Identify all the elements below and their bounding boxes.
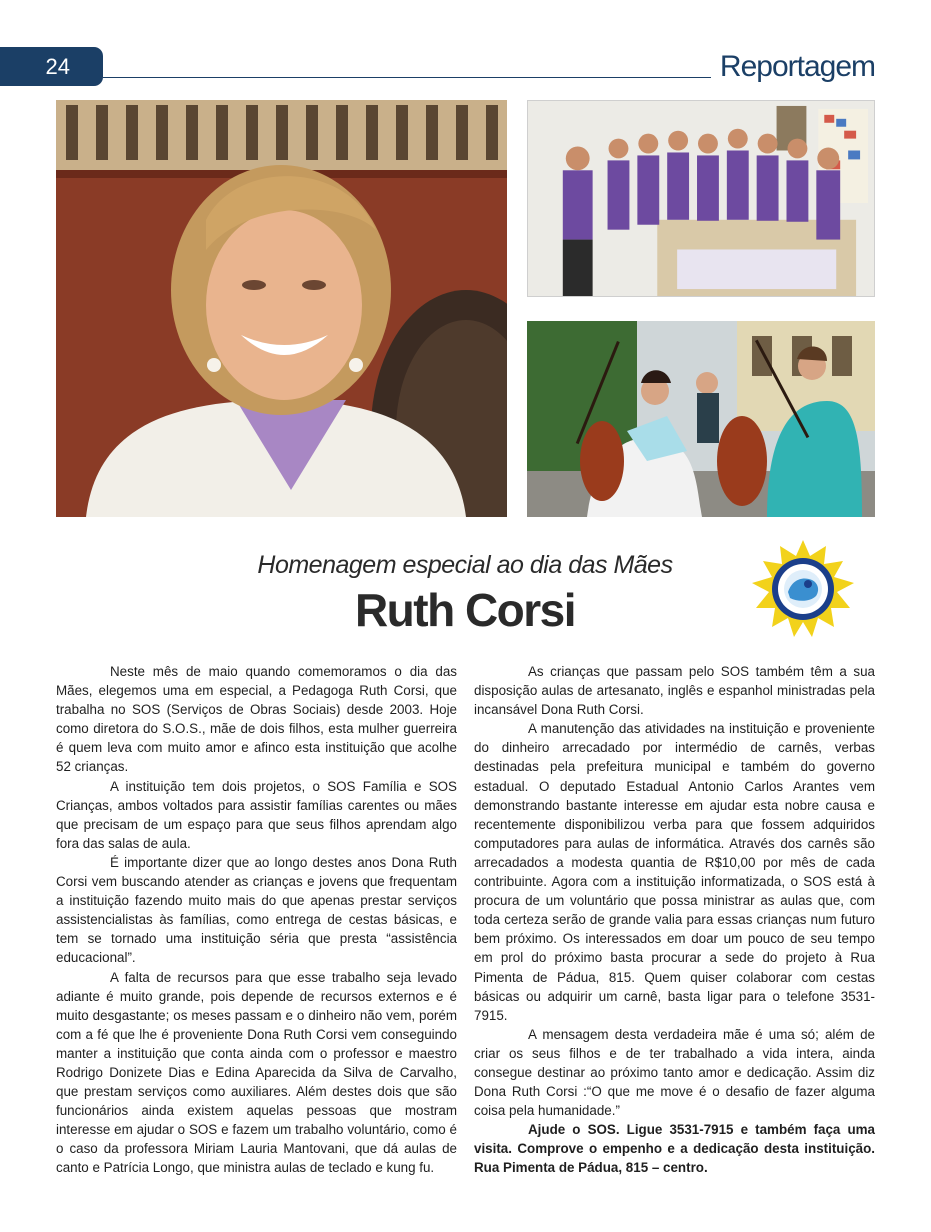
section-label: Reportagem bbox=[719, 50, 875, 83]
article-subtitle: Homenagem especial ao dia das Mães bbox=[257, 551, 673, 579]
article-column-left bbox=[56, 662, 457, 1178]
page-number: 24 bbox=[45, 54, 70, 79]
article-paragraph: A falta de recursos para que esse trabalho seja levado adiante é muito grande, pois depende de recursos externos e é muito desgastante; os meses passam e o dinheiro não vem, porém com a fé que lhe é proveniente Dona Ruth Corsi vem conseguindo manter a instituição que conta ainda com o professor e maestro Rodrigo Donizete Dias e Edina Aparecida da Silva de Carvalho, que prestam serviços como auxiliares. Além destes dois que são funcionários ainda existem aquelas pessoas que mostram interesse em ajudar o SOS e fazem um trabalho voluntário, como é o caso da professora Miriam Lauria Mantovani, que dá aulas de canto e Patrícia Longo, que ministra aulas de teclado e kung fu. bbox=[56, 969, 457, 1176]
photo-cellists-performance bbox=[527, 321, 875, 517]
article-paragraph: Neste mês de maio quando comemoramos o dia das Mães, elegemos uma em especial, a Pedagoga Ruth Corsi, que trabalha no SOS (Serviços de Obras Sociais) desde 2003. Hoje como diretora do S.O.S., mãe de dois filhos, esta mulher guerreira é quem leva com muito amor e afinco esta instituição que acolhe 52 crianças. bbox=[56, 664, 457, 775]
article-paragraph: A mensagem desta verdadeira mãe é uma só; além de criar os seus filhos e de ter trabalhado a vida intera, ainda consegue destinar ao próximo tanto amor e dedicação. Assim diz Dona Ruth Corsi :“O que me move é o desafio de fazer alguma coisa pela humanidade.” bbox=[474, 1026, 875, 1119]
article-paragraph: As crianças que passam pelo SOS também têm a sua disposição aulas de artesanato, inglês e espanhol ministradas pela incansável Dona Ruth Corsi. bbox=[474, 664, 875, 718]
page-number-tab bbox=[0, 47, 103, 86]
header-rule bbox=[103, 77, 711, 78]
article-paragraph: A manutenção das atividades na instituição e proveniente do dinheiro arrecadado por intermédio de carnês, verbas destinadas pela prefeitura municipal e também do governo estadual. O deputado Estadual Antonio Carlos Arantes vem demonstrando bastante interesse em ajudar esta nobre causa e recentemente disponibilizou verba para que fossem adquiridos computadores para aulas de informática. Através dos carnês são arrecadados a modesta quantia de R$10,00 por mês de cada contribuinte. Agora com a instituição informatizada, o SOS está à procura de um voluntário que possa ministrar as aulas que, com toda certeza serão de grande valia para essas crianças num futuro bem próximo. Os interessados em doar um pouco de seu tempo em prol do próximo basta procurar a sede do projeto à Rua Pimenta de Pádua, 815. Quem quiser colaborar com cestas básicas ou adquirir um carnê, basta ligar para o telefone 3531-7915. bbox=[474, 721, 875, 1023]
call-to-action: Ajude o SOS. Ligue 3531-7915 e também faça uma visita. Comprove o empenho e a dedicação desta instituição. Rua Pimenta de Pádua, 815 – centro. bbox=[474, 1122, 875, 1176]
article-column-right bbox=[474, 662, 875, 1178]
photo-ruth-corsi bbox=[56, 100, 507, 517]
article-title: Ruth Corsi bbox=[354, 584, 576, 636]
article-paragraph: A instituição tem dois projetos, o SOS Família e SOS Crianças, ambos voltados para assistir famílias carentes ou mães que precisam de um espaço para que seus filhos aprendam algo fora das salas de aula. bbox=[56, 778, 457, 851]
photo-children-classroom bbox=[527, 100, 875, 297]
article-paragraph: É importante dizer que ao longo destes anos Dona Ruth Corsi vem buscando atender as crianças e jovens que frequentam a instituição fazendo muito mais do que apenas prestar serviços assistencialistas às famílias, como entrega de cestas básicas, e tem se tornado uma instituição séria que presta “assistência educacional”. bbox=[56, 854, 457, 966]
sos-logo bbox=[750, 540, 856, 640]
